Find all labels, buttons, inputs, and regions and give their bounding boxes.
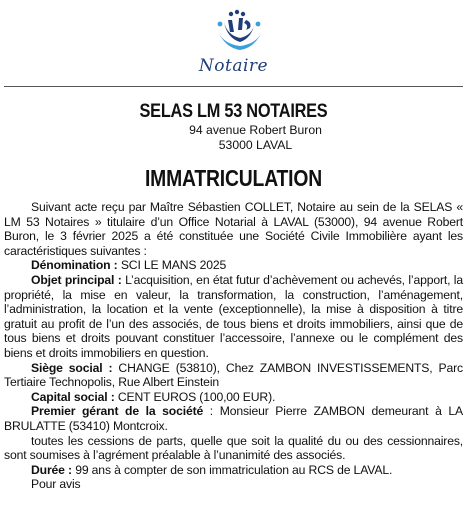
siege-paragraph	[4, 361, 463, 390]
capital-value: CENT EUROS (100,00 EUR).	[114, 389, 276, 404]
notaire-logo-text: Notaire	[198, 56, 269, 76]
firm-address-line2: 53000 LAVAL	[218, 138, 293, 152]
top-divider	[4, 86, 463, 87]
objet-value: L’acquisition, en état futur d’achèvement ou achevés, l’apport, la propriété, la mise en valeur, la transformation, la construction, l’aménagement, l’administration, la location et la vente (exceptionnelle), la mise à disposition à titre gratuit au profit de l’un des associés, de tous biens et droits immobiliers, ainsi que de tous biens et droits pouvant constituer l’accessoire, l’annexe ou le complément des biens et droits immobiliers en question.	[4, 272, 463, 360]
capital-paragraph	[4, 390, 463, 405]
closing-line: Pour avis	[31, 477, 81, 492]
notaire-emblem-icon	[206, 8, 276, 54]
gerant-value: : Monsieur Pierre ZAMBON demeurant à LA BRULATTE (53410) Montcroix.	[4, 404, 463, 433]
duree-paragraph	[4, 463, 463, 478]
gerant-paragraph	[4, 404, 463, 433]
denomination-label: Dénomination :	[31, 258, 118, 273]
gerant-label: Premier gérant de la société	[31, 404, 204, 419]
firm-name: SELAS LM 53 NOTAIRES	[139, 101, 328, 122]
siege-label: Siège social :	[31, 360, 113, 375]
objet-paragraph	[4, 273, 463, 361]
cessions-paragraph: toutes les cessions de parts, quelle que soit la qualité du ou des cessionnaires, sont soumises à l’agrément préalable à l’unanimité des associés.	[4, 433, 463, 463]
objet-label: Objet principal :	[31, 272, 122, 287]
denomination-paragraph	[4, 258, 463, 273]
notaire-logo	[4, 4, 463, 86]
intro-paragraph: Suivant acte reçu par Maître Sébastien COLLET, Notaire au sein de la SELAS « LM 53 Notaires » titulaire d’un Office Notarial à LAVAL (53000), 94 avenue Robert Buron, le 3 février 2025 a été constituée une Société Civile Immobilière ayant les caractéristiques suivantes :	[4, 200, 463, 258]
notice-title: IMMATRICULATION	[144, 165, 323, 191]
duree-value: 99 ans à compter de son immatriculation au RCS de LAVAL.	[71, 462, 393, 477]
duree-label: Durée :	[31, 462, 72, 477]
denomination-value: SCI LE MANS 2025	[117, 258, 227, 273]
notice-body	[4, 200, 463, 492]
siege-value: CHANGE (53810), Chez ZAMBON INVESTISSEMENTS, Parc Tertiaire Technopolis, Rue Albert Einstein	[4, 360, 463, 390]
capital-label: Capital social :	[31, 389, 115, 404]
firm-address-line1: 94 avenue Robert Buron	[189, 123, 322, 137]
